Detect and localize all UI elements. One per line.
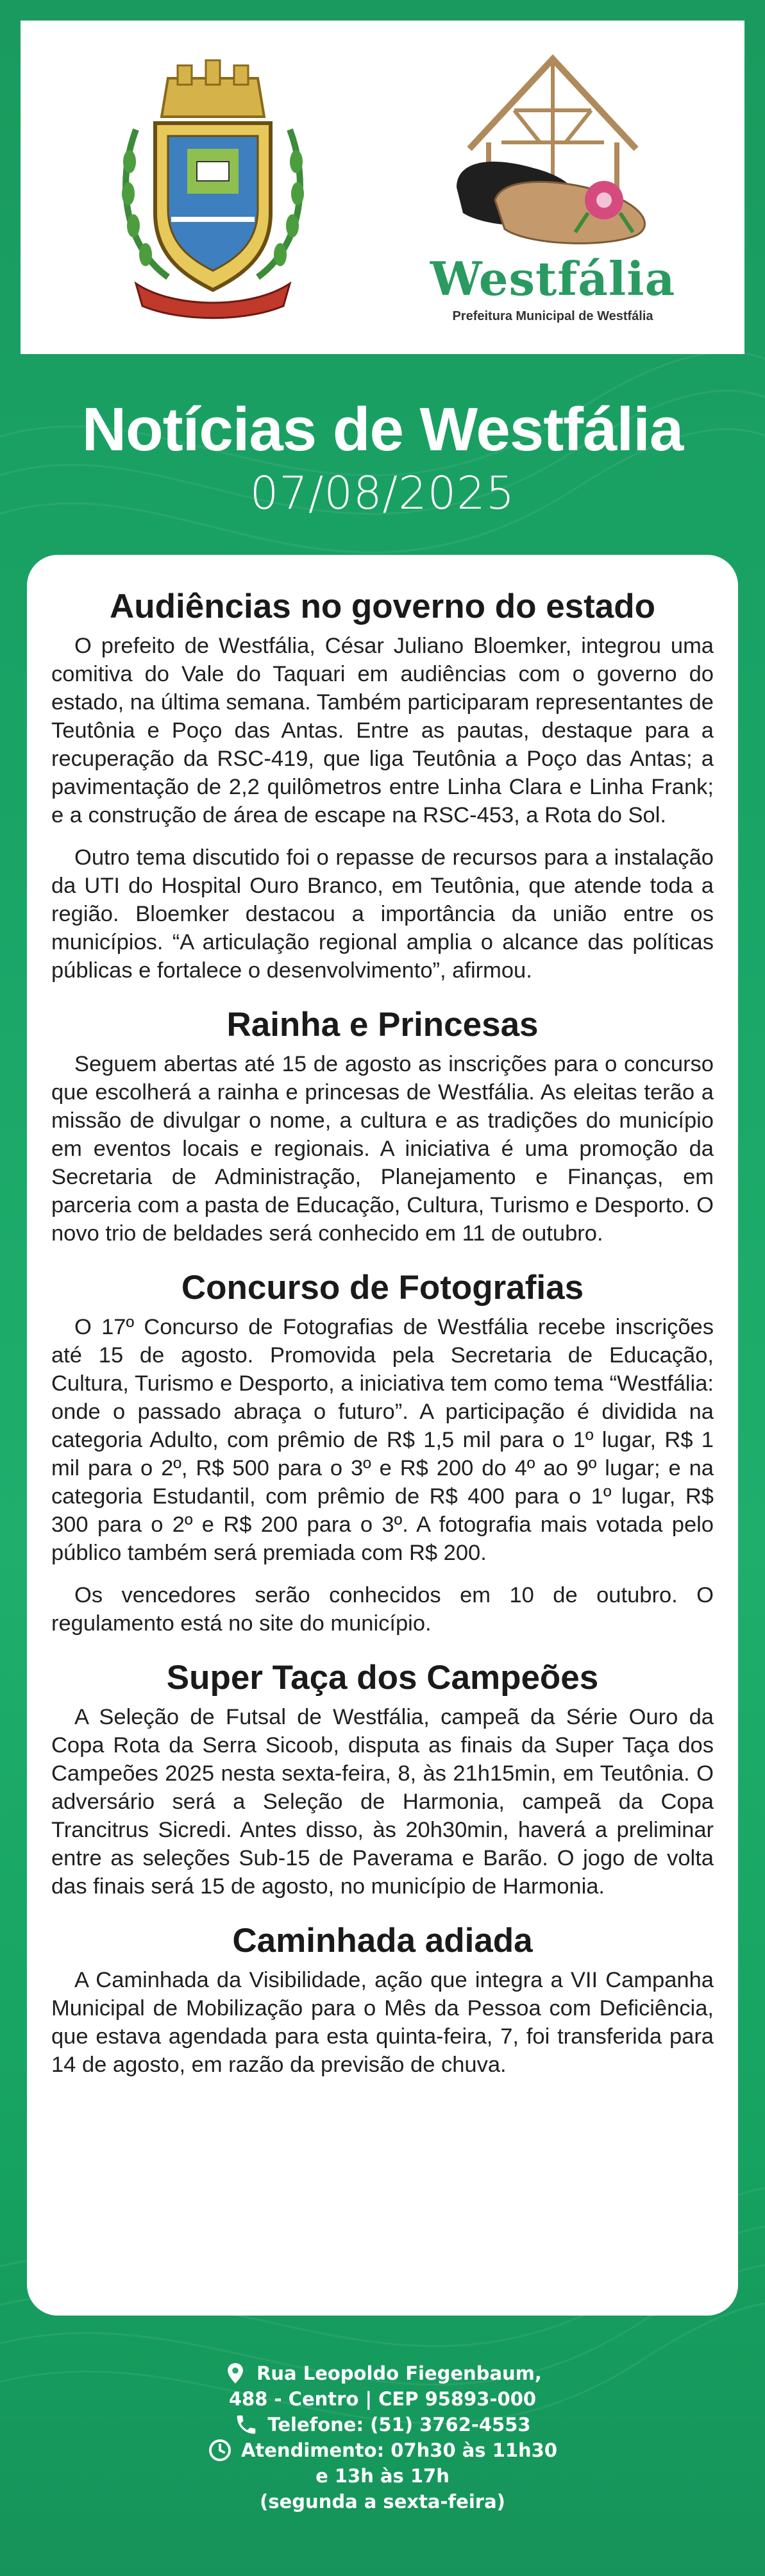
phone-icon (234, 2412, 258, 2437)
section-paragraph: Outro tema discutido foi o repasse de recursos para a instalação da UTI do Hospital Ouro Branco, em Teutônia, que atende toda a região. Bloemker destacou a importância da união entre os municípios. “A articulação regional amplia o alcance das políticas públicas e fortalece o desenvolvimento”, afirmou. (51, 845, 714, 983)
section-paragraph: Os vencedores serão conhecidos em 10 de outubro. O regulamento está no site do município. (51, 1583, 714, 1636)
section-heading: Super Taça dos Campeões (166, 1659, 599, 1697)
section-heading: Caminhada adiada (232, 1922, 533, 1960)
location-pin-icon (223, 2361, 248, 2385)
section-paragraph: A Caminhada da Visibilidade, ação que integra a VII Campanha Municipal de Mobilização para o Mês da Pessoa com Deficiência, que estava agendada para esta quinta-feira, 7, foi transferida para 14 de agosto, em razão da previsão de chuva. (51, 1968, 714, 2077)
news-section-super-taca (51, 1657, 714, 1901)
news-section-concurso (51, 1267, 714, 1638)
brand-name: Westfália (430, 251, 676, 306)
hours-line-3 (0, 2489, 765, 2514)
brand-logo (405, 40, 700, 335)
section-paragraph: A Seleção de Futsal de Westfália, campeã da Série Ouro da Copa Rota da Serra Sicoob, disputa as finais da Super Taça dos Campeões 2025 nesta sexta-feira, 8, às 21h15min, em Teutônia. O adversário será a Seleção de Harmonia, campeã da Copa Trancitrus Sicredi. Antes disso, às 20h30min, haverá a preliminar entre as seleções Sub-15 de Paverama e Barão. O jogo de volta das finais será 15 de agosto, no município de Harmonia. (51, 1705, 714, 1899)
news-section-caminhada (51, 1920, 714, 2079)
section-paragraph: Seguem abertas até 15 de agosto as inscrições para o concurso que escolherá a rainha e princesas de Westfália. As eleitas terão a missão de divulgar o nome, a cultura e as tradições do município em eventos locais e regionais. A iniciativa é uma promoção da Secretaria de Administração, Planejamento e Finanças, em parceria com a pasta de Educação, Cultura, Turismo e Desporto. O novo trio de beldades será conhecido em 11 de outubro. (51, 1052, 714, 1246)
page-date: 07/08/2025 (249, 467, 516, 520)
phone-line (0, 2412, 765, 2437)
page-title: Notícias de Westfália (81, 395, 684, 464)
news-section-rainha (51, 1004, 714, 1248)
address-line-2 (0, 2386, 765, 2412)
section-paragraph: O 17º Concurso de Fotografias de Westfália recebe inscrições até 15 de agosto. Promovida pela Secretaria de Educação, Cultura, Turismo e Desporto, a iniciativa tem como tema “Westfália: onde o passado abraça o futuro”. A participação é dividida na categoria Adulto, com prêmio de R$ 1,5 mil para o 1º lugar, R$ 1 mil para o 2º, R$ 500 para o 3º e R$ 200 do 4º ao 9º lugar; e na categoria Estudantil, com prêmio de R$ 400 para o 1º lugar, R$ 300 para o 2º e R$ 200 para o 3º. A fotografia mais votada pelo público também será premiada com R$ 200. (51, 1315, 714, 1565)
hours-line-2 (0, 2463, 765, 2489)
section-heading: Concurso de Fotografias (181, 1269, 584, 1307)
section-heading: Audiências no governo do estado (109, 588, 656, 625)
news-content-card (27, 555, 738, 2316)
address-cep: 488 - Centro | CEP 95893-000 (228, 2388, 537, 2410)
section-heading: Rainha e Princesas (226, 1006, 539, 1044)
hours-text-2: e 13h às 17h (315, 2465, 450, 2487)
address-street: Rua Leopoldo Fiegenbaum, (256, 2362, 542, 2384)
municipal-coat-of-arms-icon (110, 53, 315, 322)
phone-number: Telefone: (51) 3762-4553 (267, 2414, 531, 2436)
clock-icon (208, 2438, 232, 2462)
section-paragraph: O prefeito de Westfália, César Juliano Bloemker, integrou uma comitiva do Vale do Taquari em audiências com o governo do estado, na última semana. Também participaram representantes de Teutônia e Poço das Antas. Entre as pautas, destaque para a recuperação da RSC-419, que liga Teutônia a Poço das Antas; a pavimentação de 2,2 quilômetros entre Linha Clara e Linha Frank; e a construção de área de escape na RSC-453, a Rota do Sol. (51, 634, 714, 827)
hours-text-3: (segunda a sexta-feira) (260, 2491, 505, 2512)
news-section-audiencias (51, 586, 714, 985)
address-line-1 (0, 2360, 765, 2386)
header-card (21, 21, 744, 354)
footer-contact (0, 2360, 765, 2514)
brand-subtitle: Prefeitura Municipal de Westfália (452, 309, 653, 323)
wooden-clog-and-timber-house-logo-icon (444, 40, 662, 251)
hours-line-1 (0, 2437, 765, 2463)
hours-text-1: Atendimento: 07h30 às 11h30 (240, 2439, 558, 2461)
